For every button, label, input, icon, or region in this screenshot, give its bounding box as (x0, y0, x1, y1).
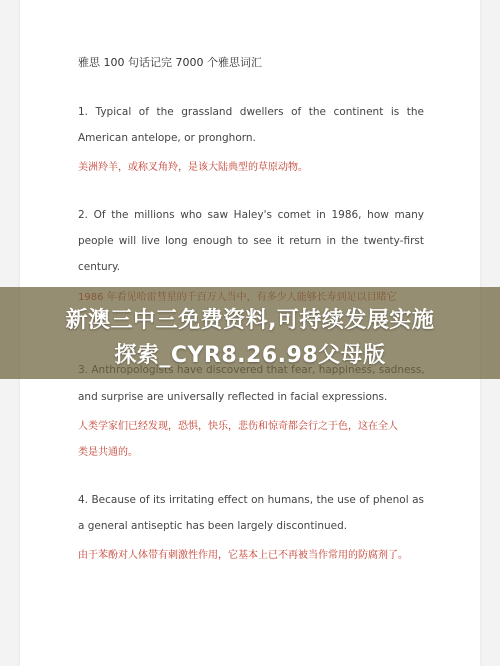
sentence-2-english-line-2: people will live long enough to see it return in the twenty-first (78, 235, 424, 247)
sentence-2-english-line-3: century. (78, 261, 121, 273)
sentence-3-chinese-line-1: 人类学家们已经发现，恐惧，快乐，悲伤和惊奇都会行之于色，这在全人 (78, 421, 398, 432)
sentence-1-english-line-1: 1. Typical of the grassland dwellers of the continent is the (78, 106, 424, 118)
sentence-1-english-line-2: American antelope, or pronghorn. (78, 132, 256, 144)
sentence-2-english-line-1: 2. Of the millions who saw Haley's comet in 1986, how many (78, 209, 424, 221)
overlay-headline-line-1: 新澳三中三免费资料,可持续发展实施 (65, 308, 435, 333)
overlay-headline-line-2: 探索_CYR8.26.98父母版 (114, 343, 386, 368)
sentence-4-english-line-1: 4. Because of its irritating effect on humans, the use of phenol as (78, 494, 424, 506)
sentence-3-english-line-2: and surprise are universally reflected in facial expressions. (78, 391, 388, 403)
sentence-4-chinese: 由于苯酚对人体带有刺激性作用，它基本上已不再被当作常用的防腐剂了。 (78, 550, 408, 561)
sentence-1-chinese: 美洲羚羊，或称叉角羚，是该大陆典型的草原动物。 (78, 162, 308, 173)
sentence-4-english-line-2: a general antiseptic has been largely discontinued. (78, 520, 348, 532)
sentence-3-chinese-line-2: 类是共通的。 (78, 447, 138, 458)
document-title: 雅思 100 句话记完 7000 个雅思词汇 (78, 56, 262, 69)
overlay-banner (0, 287, 500, 379)
